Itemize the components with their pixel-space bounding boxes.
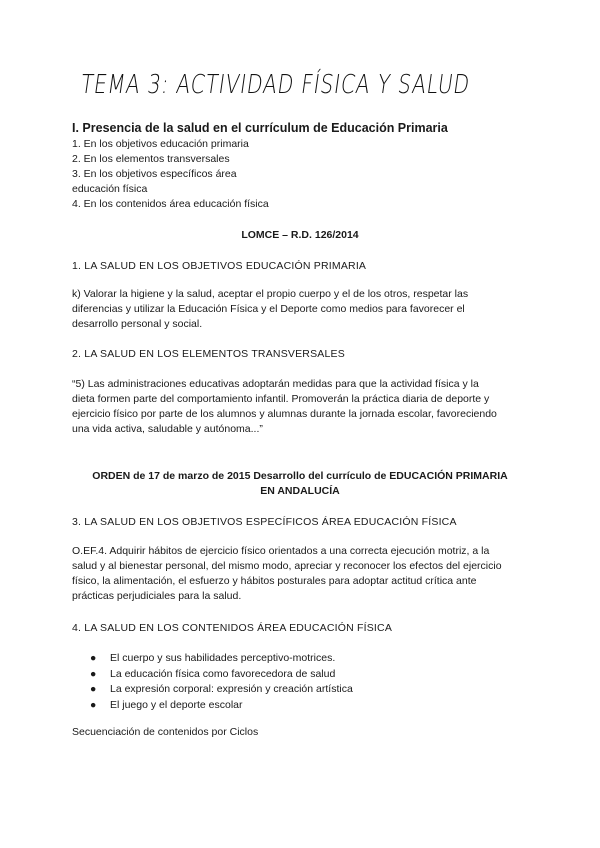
outline-item: educación física xyxy=(72,183,148,195)
section-3-title: 3. LA SALUD EN LOS OBJETIVOS ESPECÍFICOS ÁREA EDUCACIÓN FÍSICA xyxy=(72,516,457,528)
bullet-icon: ● xyxy=(90,698,97,711)
outline-item: 1. En los objetivos educación primaria xyxy=(72,138,249,150)
section-3-paragraph xyxy=(72,544,528,604)
paragraph-line: “5) Las administraciones educativas adoptarán medidas para que la actividad física y la xyxy=(72,378,479,390)
outline-item: 3. En los objetivos específicos área xyxy=(72,168,237,180)
list-item-text: La educación física como favorecedora de salud xyxy=(110,667,336,680)
paragraph-line: salud y al bienestar personal, del mismo modo, apreciar y reconocer los efectos del ejercicio xyxy=(72,560,502,572)
list-item xyxy=(90,698,353,714)
lomce-heading: LOMCE – R.D. 126/2014 xyxy=(241,229,359,241)
paragraph-line: prácticas perjudiciales para la salud. xyxy=(72,590,242,602)
list-item-text: La expresión corporal: expresión y creación artística xyxy=(110,683,353,695)
orden-heading-line-1: ORDEN de 17 de marzo de 2015 Desarrollo del currículo de EDUCACIÓN PRIMARIA xyxy=(92,470,508,482)
list-item xyxy=(90,651,353,667)
bullet-icon: ● xyxy=(90,683,97,695)
section-1-paragraph xyxy=(72,287,528,332)
section-2-paragraph xyxy=(72,377,528,437)
footer-line: Secuenciación de contenidos por Ciclos xyxy=(72,726,259,738)
paragraph-line: ejercicio físico por parte de los alumnos y alumnas durante la jornada escolar, favoreciendo xyxy=(72,408,497,420)
bullet-icon: ● xyxy=(90,652,97,664)
paragraph-line: O.EF.4. Adquirir hábitos de ejercicio físico orientados a una correcta ejecución motriz, a la xyxy=(72,545,490,557)
paragraph-line: una vida activa, saludable y autónoma...” xyxy=(72,423,263,435)
paragraph-line: diferencias y utilizar la Educación Física y el Deporte como medios para favorecer el xyxy=(72,303,465,315)
section-1-title: 1. LA SALUD EN LOS OBJETIVOS EDUCACIÓN PRIMARIA xyxy=(72,260,367,272)
list-item-text: El juego y el deporte escolar xyxy=(110,698,243,711)
list-item xyxy=(90,667,353,683)
orden-heading-line-2: EN ANDALUCÍA xyxy=(260,485,340,497)
paragraph-line: dieta formen parte del comportamiento infantil. Promoverán la práctica diaria de deporte y xyxy=(72,393,490,405)
paragraph-line: desarrollo personal y social. xyxy=(72,318,203,330)
outline-item: 2. En los elementos transversales xyxy=(72,153,230,165)
outline-item: 4. En los contenidos área educación física xyxy=(72,198,269,210)
paragraph-line: k) Valorar la higiene y la salud, aceptar el propio cuerpo y el de los otros, respetar las xyxy=(72,288,469,300)
section-4-title: 4. LA SALUD EN LOS CONTENIDOS ÁREA EDUCACIÓN FÍSICA xyxy=(72,622,393,634)
page-title: TEMA 3: ACTIVIDAD FÍSICA Y SALUD xyxy=(78,70,472,100)
list-item xyxy=(90,682,353,698)
list-item-text: El cuerpo y sus habilidades perceptivo-motrices. xyxy=(110,652,336,664)
section-2-title: 2. LA SALUD EN LOS ELEMENTOS TRANSVERSALES xyxy=(72,348,345,360)
section-heading: I. Presencia de la salud en el currículum de Educación Primaria xyxy=(72,121,448,135)
bullet-icon: ● xyxy=(90,667,97,680)
paragraph-line: físico, la alimentación, el esfuerzo y hábitos posturales para adoptar actitud crítica ante xyxy=(72,575,477,587)
content-bullet-list xyxy=(90,651,353,713)
